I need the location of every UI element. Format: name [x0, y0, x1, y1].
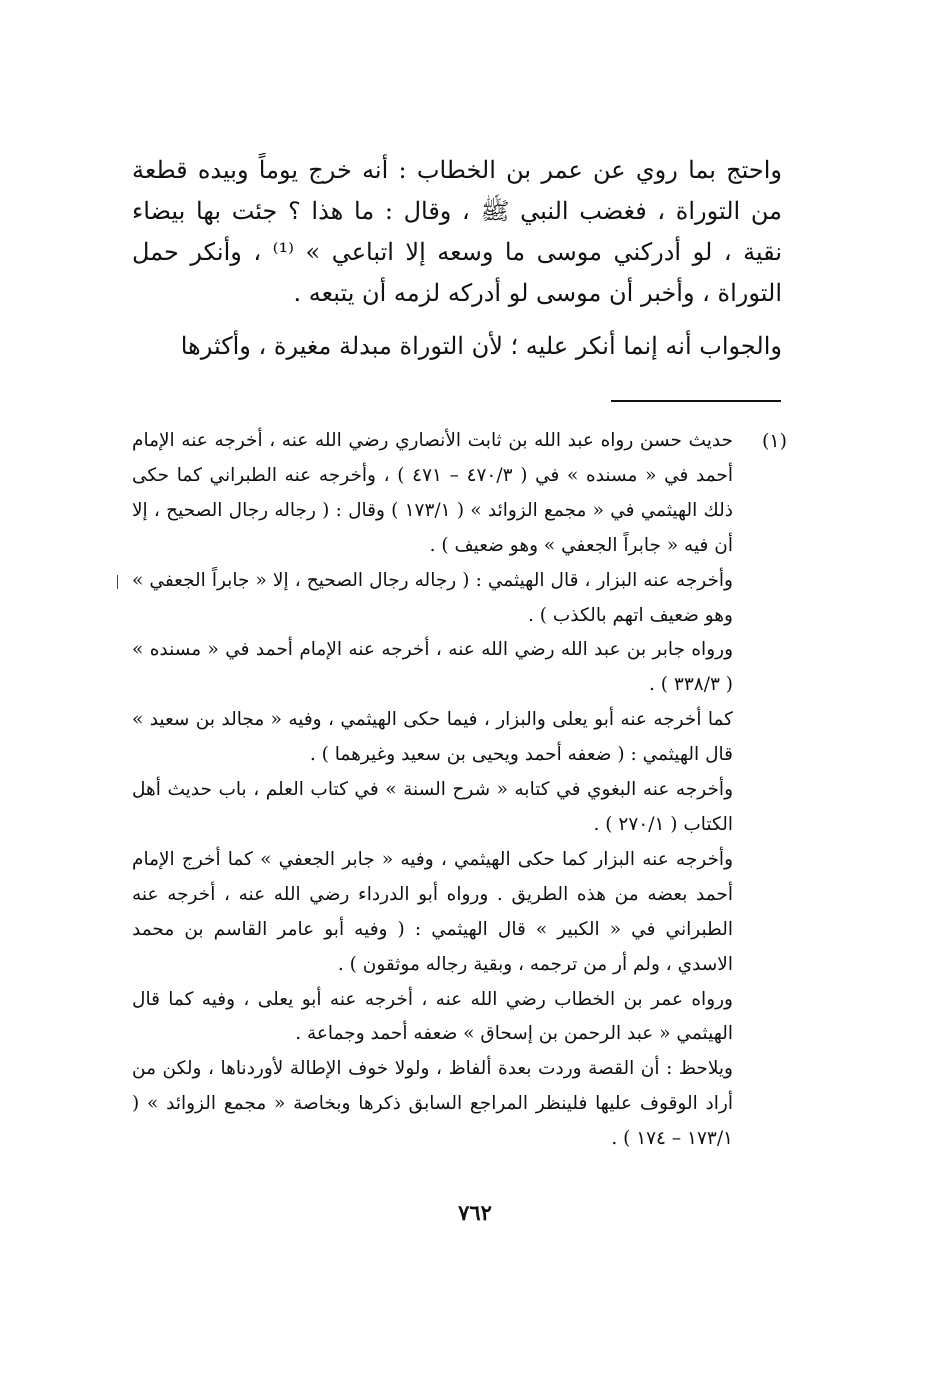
footnote-paragraph: وأخرجه عنه البغوي في كتابه « شرح السنة » في كتاب العلم ، باب حديث أهل الكتاب ( ٢٧٠/١ ) . [132, 779, 733, 835]
footnote-separator [611, 400, 781, 402]
main-paragraph: واحتج بما روي عن عمر بن الخطاب : أنه خرج يوماً وبيده قطعة من التوراة ، فغضب النبي ﷺ ، وقال : ما هذا ؟ جئت بها بيضاء نقية ، لو أدركني موسى ما وسعه إلا اتباعي » ⁽¹⁾ ، وأنكر حمل التوراة ، وأخبر أن موسى لو أدركه لزمه أن يتبعه . [132, 156, 782, 307]
main-paragraph: والجواب أنه إنما أنكر عليه ؛ لأن التوراة مبدلة مغيرة ، وأكثرها [180, 332, 782, 360]
footnote-paragraph: وأخرجه عنه البزار كما حكى الهيثمي ، وفيه « جابر الجعفي » كما أخرج الإمام أحمد بعضه من هذه الطريق . ورواه أبو الدرداء رضي الله عنه ، أخرجه عنه الطبراني في « الكبير » قال الهيثمي : ( وفيه أبو عامر القاسم بن محمد الاسدي ، ولم أر من ترجمه ، وبقية رجاله موثقون ) . [132, 848, 733, 975]
footnote [132, 424, 787, 1157]
footnote-paragraph: حديث حسن رواه عبد الله بن ثابت الأنصاري رضي الله عنه ، أخرجه عنه الإمام أحمد في « مسنده » في ( ٤٧٠/٣ – ٤٧١ ) ، وأخرجه عنه الطبراني كما حكى ذلك الهيثمي في « مجمع الزوائد » ( ١٧٣/١ ) وقال : ( رجاله رجال الصحيح ، إلا أن فيه « جابراً الجعفي » وهو ضعيف ) . [132, 430, 733, 556]
main-text [132, 150, 782, 379]
footnote-paragraph: كما أخرجه عنه أبو يعلى والبزار ، فيما حكى الهيثمي ، وفيه « مجالد بن سعيد » قال الهيثمي : ( ضعفه أحمد ويحيى بن سعيد وغيرهما ) . [132, 709, 733, 766]
footnote-paragraph: ويلاحظ : أن القصة وردت بعدة ألفاظ ، ولولا خوف الإطالة لأوردناها ، ولكن من أراد الوقوف عليها فلينظر المراجع السابق ذكرها وبخاصة « مجمع الزوائد » ( ١٧٣/١ – ١٧٤ ) . [132, 1058, 733, 1150]
footnote-paragraph: وأخرجه عنه البزار ، قال الهيثمي : ( رجاله رجال الصحيح ، إلا « جابراً الجعفي » وهو ضعيف اتهم بالكذب ) . [132, 569, 733, 626]
page-number: ٧٦٢ [458, 1200, 492, 1225]
footnote-paragraph: ورواه عمر بن الخطاب رضي الله عنه ، أخرجه عنه أبو يعلى ، وفيه كما قال الهيثمي « عبد الرحمن بن إسحاق » ضعفه أحمد وجماعة . [132, 988, 733, 1045]
footnote-paragraph: ورواه جابر بن عبد الله رضي الله عنه ، أخرجه عنه الإمام أحمد في « مسنده » ( ٣٣٨/٣ ) . [132, 639, 733, 696]
footnote-marker: (١) [761, 430, 787, 452]
footnote-body [132, 424, 733, 1157]
footnotes [132, 424, 787, 1157]
margin-mark [117, 575, 118, 589]
